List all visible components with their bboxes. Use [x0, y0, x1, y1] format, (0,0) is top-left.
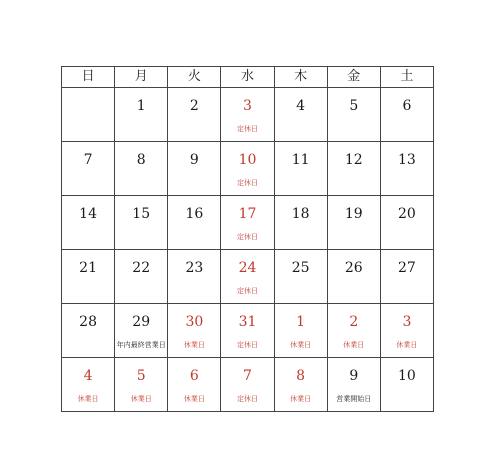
- day-number: 2: [349, 314, 359, 330]
- day-note: 休業日: [290, 341, 312, 349]
- day-number: 3: [243, 98, 252, 114]
- day-cell: [115, 196, 168, 250]
- day-cell: [115, 88, 168, 142]
- day-number: 23: [185, 260, 204, 276]
- week-row: [62, 250, 434, 304]
- day-number: 25: [291, 260, 310, 276]
- day-number: 9: [349, 368, 359, 384]
- day-cell: [380, 142, 433, 196]
- day-cell: [221, 304, 274, 358]
- day-cell: [380, 196, 433, 250]
- day-note: 定休日: [236, 125, 258, 133]
- day-number: 6: [402, 98, 412, 114]
- day-number: 16: [185, 206, 204, 222]
- day-note: 年内最終営業日: [116, 341, 166, 349]
- week-row: [62, 196, 434, 250]
- day-number: 18: [291, 206, 310, 222]
- day-number: 5: [349, 98, 359, 114]
- day-note: 定休日: [236, 287, 258, 295]
- day-note: 定休日: [236, 233, 258, 241]
- day-cell: [380, 358, 433, 412]
- day-number: 17: [238, 206, 257, 222]
- day-cell: [274, 88, 327, 142]
- day-number: 24: [238, 260, 257, 276]
- day-cell: [380, 304, 433, 358]
- day-cell: [327, 142, 380, 196]
- day-cell: [115, 304, 168, 358]
- day-cell: [62, 142, 115, 196]
- day-number: 9: [189, 152, 199, 168]
- day-number: 20: [398, 206, 416, 222]
- day-cell: [62, 196, 115, 250]
- weekday-header-sunday: 日: [62, 67, 115, 88]
- day-cell: [221, 142, 274, 196]
- day-number: 31: [238, 314, 257, 330]
- day-cell: [168, 196, 221, 250]
- day-cell: [274, 196, 327, 250]
- day-cell: [62, 304, 115, 358]
- calendar-header: [62, 67, 434, 88]
- day-number: 10: [238, 152, 257, 168]
- weekday-header-row: [62, 67, 434, 88]
- day-cell: [168, 250, 221, 304]
- day-number: 11: [291, 152, 310, 168]
- day-cell: [221, 358, 274, 412]
- day-cell: [274, 358, 327, 412]
- day-number: 8: [296, 368, 306, 384]
- day-number: 29: [132, 314, 151, 330]
- day-cell: [380, 250, 433, 304]
- day-number: 19: [344, 206, 363, 222]
- day-number: 4: [83, 368, 93, 384]
- day-note: 定休日: [236, 395, 258, 403]
- day-cell: [221, 250, 274, 304]
- week-row: [62, 88, 434, 142]
- day-cell: [221, 88, 274, 142]
- day-note: 休業日: [343, 341, 365, 349]
- day-cell: [168, 88, 221, 142]
- day-number: 8: [136, 152, 146, 168]
- week-row: [62, 358, 434, 412]
- weekday-header-tuesday: 火: [168, 67, 221, 88]
- day-note: 定休日: [236, 179, 258, 187]
- day-note: 休業日: [290, 395, 312, 403]
- day-cell: [168, 304, 221, 358]
- day-number: 27: [398, 260, 416, 276]
- day-note: 営業開始日: [336, 395, 372, 403]
- day-number: 26: [344, 260, 363, 276]
- day-cell: [380, 88, 433, 142]
- day-cell: [62, 358, 115, 412]
- weekday-header-monday: 月: [115, 67, 168, 88]
- day-cell: [327, 250, 380, 304]
- day-note: 定休日: [236, 341, 258, 349]
- day-number: 4: [296, 98, 306, 114]
- day-number: 22: [132, 260, 151, 276]
- week-row: [62, 304, 434, 358]
- day-cell: [274, 142, 327, 196]
- day-number: 21: [79, 260, 97, 276]
- day-number: 5: [136, 368, 146, 384]
- day-number: 15: [132, 206, 151, 222]
- weekday-header-friday: 金: [327, 67, 380, 88]
- day-note: 休業日: [183, 341, 205, 349]
- day-note: 休業日: [77, 395, 99, 403]
- day-cell: [274, 250, 327, 304]
- weekday-header-wednesday: 水: [221, 67, 274, 88]
- day-number: 1: [296, 314, 306, 330]
- day-number: 6: [189, 368, 199, 384]
- day-cell: [221, 196, 274, 250]
- day-number: 12: [344, 152, 363, 168]
- day-cell: [115, 358, 168, 412]
- day-note: 休業日: [396, 341, 418, 349]
- day-number: 3: [402, 314, 412, 330]
- day-number: 10: [398, 368, 416, 384]
- day-note: 休業日: [183, 395, 205, 403]
- day-cell: [62, 250, 115, 304]
- day-note: 休業日: [130, 395, 152, 403]
- week-row: [62, 142, 434, 196]
- day-number: 13: [398, 152, 416, 168]
- day-number: 7: [243, 368, 252, 384]
- day-number: 30: [185, 314, 204, 330]
- day-cell: [62, 88, 115, 142]
- day-cell: [168, 142, 221, 196]
- day-number: 7: [83, 152, 93, 168]
- day-cell: [168, 358, 221, 412]
- day-number: 28: [79, 314, 97, 330]
- day-cell: [115, 142, 168, 196]
- day-cell: [274, 304, 327, 358]
- day-number: 14: [79, 206, 97, 222]
- calendar-body: [62, 88, 434, 412]
- day-cell: [115, 250, 168, 304]
- calendar-table: [61, 66, 434, 412]
- day-cell: [327, 358, 380, 412]
- day-number: 1: [136, 98, 146, 114]
- day-cell: [327, 196, 380, 250]
- weekday-header-thursday: 木: [274, 67, 327, 88]
- day-cell: [327, 88, 380, 142]
- day-number: 2: [189, 98, 199, 114]
- weekday-header-saturday: 土: [380, 67, 433, 88]
- day-cell: [327, 304, 380, 358]
